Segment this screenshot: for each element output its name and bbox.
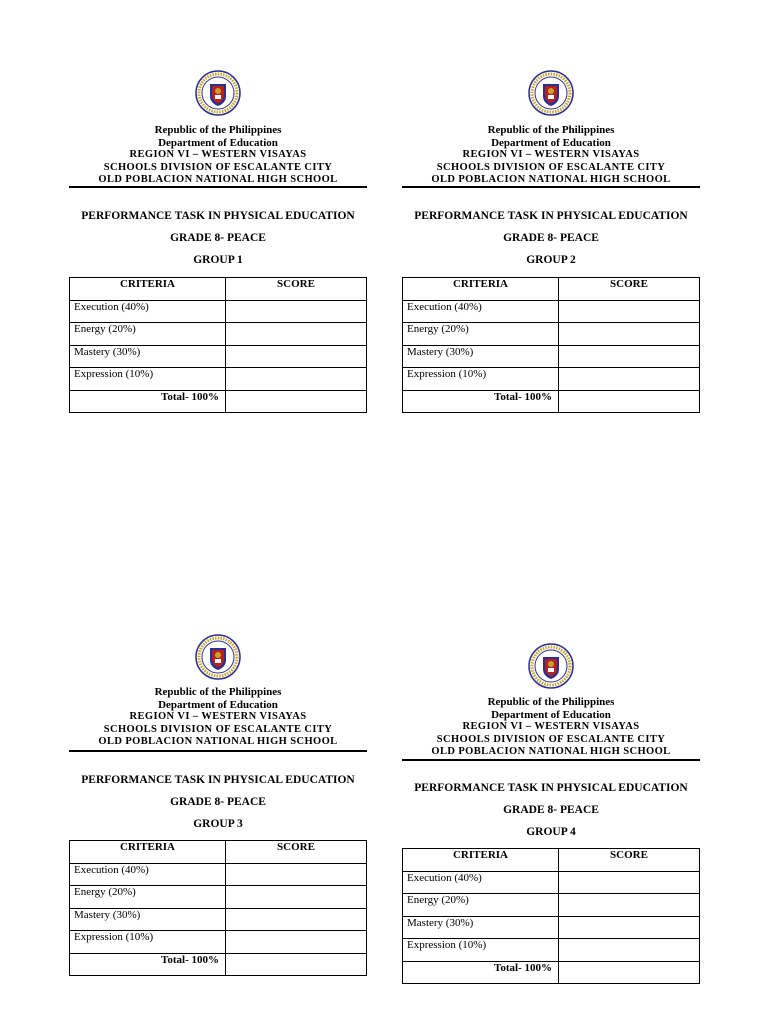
letterhead: [69, 124, 367, 187]
school-line: OLD POBLACION NATIONAL HIGH SCHOOL: [98, 174, 338, 185]
header-rule: [69, 186, 367, 188]
total-score-cell[interactable]: [559, 961, 700, 984]
score-cell[interactable]: [559, 345, 700, 368]
criteria-cell: Expression (10%): [403, 368, 559, 391]
criteria-cell: Execution (40%): [403, 300, 559, 323]
table-row: [403, 916, 700, 939]
criteria-cell: Energy (20%): [70, 323, 226, 346]
score-cell[interactable]: [226, 931, 367, 954]
table-row: [403, 939, 700, 962]
score-cell[interactable]: [559, 939, 700, 962]
department-line: Department of Education: [491, 136, 611, 149]
criteria-cell: Energy (20%): [70, 886, 226, 909]
criteria-cell: Mastery (30%): [403, 345, 559, 368]
total-label: Total- 100%: [70, 953, 226, 976]
school-line: OLD POBLACION NATIONAL HIGH SCHOOL: [431, 746, 671, 757]
group-label: GROUP 3: [193, 818, 243, 830]
score-cell[interactable]: [226, 863, 367, 886]
total-row: [70, 953, 367, 976]
total-score-cell[interactable]: [559, 390, 700, 413]
deped-seal-icon: [528, 70, 574, 116]
table-row: [70, 908, 367, 931]
table-header-row: [403, 278, 700, 301]
region-line: REGION VI – WESTERN VISAYAS: [129, 149, 307, 160]
total-score-cell[interactable]: [226, 390, 367, 413]
table-row: [70, 863, 367, 886]
header-rule: [402, 759, 700, 761]
department-line: Department of Education: [158, 136, 278, 149]
header-rule: [402, 186, 700, 188]
task-title: PERFORMANCE TASK IN PHYSICAL EDUCATION: [414, 210, 688, 222]
score-cell[interactable]: [226, 368, 367, 391]
score-cell[interactable]: [226, 323, 367, 346]
criteria-header: CRITERIA: [403, 278, 559, 301]
deped-seal-icon: [195, 70, 241, 116]
table-row: [70, 886, 367, 909]
group-label: GROUP 4: [526, 826, 576, 838]
total-row: [70, 390, 367, 413]
score-header: SCORE: [226, 841, 367, 864]
total-label: Total- 100%: [403, 961, 559, 984]
republic-line: Republic of the Philippines: [154, 686, 282, 698]
group-label: GROUP 1: [193, 254, 243, 266]
table-row: [70, 300, 367, 323]
score-header: SCORE: [559, 278, 700, 301]
grade-label: GRADE 8- PEACE: [503, 232, 599, 244]
task-title: PERFORMANCE TASK IN PHYSICAL EDUCATION: [81, 210, 355, 222]
total-score-cell[interactable]: [226, 953, 367, 976]
score-cell[interactable]: [559, 894, 700, 917]
table-row: [70, 931, 367, 954]
deped-seal-icon: [528, 643, 574, 689]
score-cell[interactable]: [559, 323, 700, 346]
criteria-cell: Expression (10%): [70, 931, 226, 954]
school-line: OLD POBLACION NATIONAL HIGH SCHOOL: [431, 174, 671, 185]
division-line: SCHOOLS DIVISION OF ESCALANTE CITY: [103, 723, 333, 735]
republic-line: Republic of the Philippines: [487, 124, 615, 136]
criteria-cell: Mastery (30%): [70, 345, 226, 368]
department-line: Department of Education: [491, 708, 611, 721]
criteria-cell: Energy (20%): [403, 323, 559, 346]
republic-line: Republic of the Philippines: [487, 696, 615, 708]
table-row: [70, 368, 367, 391]
region-line: REGION VI – WESTERN VISAYAS: [462, 721, 640, 732]
score-cell[interactable]: [559, 871, 700, 894]
criteria-header: CRITERIA: [70, 841, 226, 864]
criteria-cell: Mastery (30%): [70, 908, 226, 931]
total-row: [403, 961, 700, 984]
score-cell[interactable]: [559, 368, 700, 391]
division-line: SCHOOLS DIVISION OF ESCALANTE CITY: [436, 733, 666, 745]
score-cell[interactable]: [226, 345, 367, 368]
rubric-table: [69, 277, 367, 413]
region-line: REGION VI – WESTERN VISAYAS: [129, 711, 307, 722]
region-line: REGION VI – WESTERN VISAYAS: [462, 149, 640, 160]
grade-label: GRADE 8- PEACE: [170, 796, 266, 808]
total-label: Total- 100%: [70, 390, 226, 413]
task-title: PERFORMANCE TASK IN PHYSICAL EDUCATION: [81, 774, 355, 786]
table-row: [403, 894, 700, 917]
republic-line: Republic of the Philippines: [154, 124, 282, 136]
score-cell[interactable]: [559, 916, 700, 939]
total-label: Total- 100%: [403, 390, 559, 413]
criteria-cell: Execution (40%): [403, 871, 559, 894]
grade-label: GRADE 8- PEACE: [170, 232, 266, 244]
criteria-cell: Energy (20%): [403, 894, 559, 917]
header-rule: [69, 750, 367, 752]
letterhead: [69, 686, 367, 749]
rubric-table: [402, 277, 700, 413]
criteria-cell: Expression (10%): [403, 939, 559, 962]
table-row: [403, 323, 700, 346]
score-header: SCORE: [559, 849, 700, 872]
letterhead: [402, 696, 700, 759]
total-row: [403, 390, 700, 413]
criteria-cell: Execution (40%): [70, 863, 226, 886]
table-row: [403, 300, 700, 323]
task-title: PERFORMANCE TASK IN PHYSICAL EDUCATION: [414, 782, 688, 794]
table-row: [403, 368, 700, 391]
table-header-row: [70, 278, 367, 301]
deped-seal-icon: [195, 634, 241, 680]
group-label: GROUP 2: [526, 254, 576, 266]
criteria-cell: Execution (40%): [70, 300, 226, 323]
table-header-row: [70, 841, 367, 864]
criteria-cell: Mastery (30%): [403, 916, 559, 939]
division-line: SCHOOLS DIVISION OF ESCALANTE CITY: [103, 161, 333, 173]
rubric-table: [69, 840, 367, 976]
score-cell[interactable]: [559, 300, 700, 323]
letterhead: [402, 124, 700, 187]
table-header-row: [403, 849, 700, 872]
table-row: [70, 323, 367, 346]
score-header: SCORE: [226, 278, 367, 301]
table-row: [403, 871, 700, 894]
table-row: [70, 345, 367, 368]
grade-label: GRADE 8- PEACE: [503, 804, 599, 816]
criteria-cell: Expression (10%): [70, 368, 226, 391]
score-cell[interactable]: [226, 886, 367, 909]
criteria-header: CRITERIA: [70, 278, 226, 301]
criteria-header: CRITERIA: [403, 849, 559, 872]
school-line: OLD POBLACION NATIONAL HIGH SCHOOL: [98, 736, 338, 747]
score-cell[interactable]: [226, 300, 367, 323]
rubric-table: [402, 848, 700, 984]
division-line: SCHOOLS DIVISION OF ESCALANTE CITY: [436, 161, 666, 173]
department-line: Department of Education: [158, 698, 278, 711]
score-cell[interactable]: [226, 908, 367, 931]
table-row: [403, 345, 700, 368]
